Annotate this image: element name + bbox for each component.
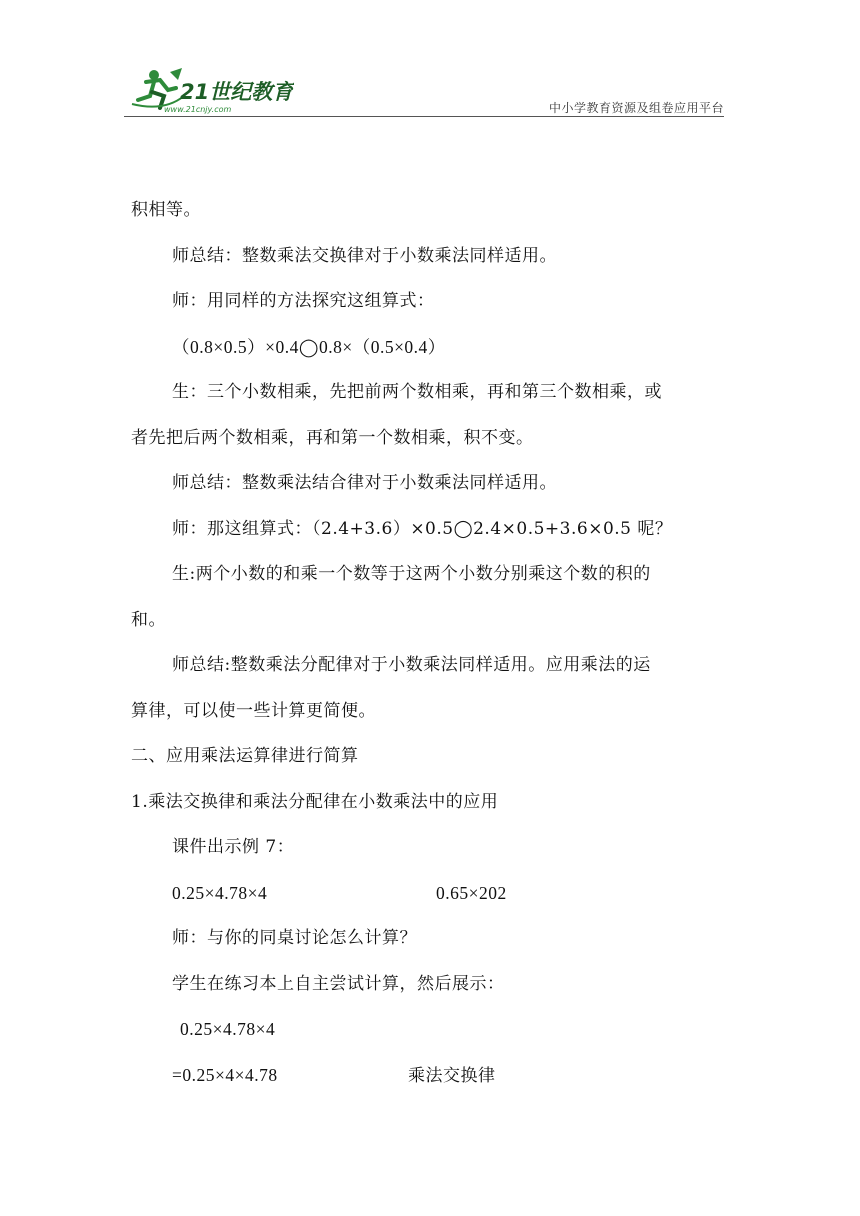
paragraph-line: 师：用同样的方法探究这组算式： [172,291,435,311]
paragraph-line: 师：那这组算式：（2.4+3.6）×0.5◯2.4×0.5+3.6×0.5 呢？ [172,518,673,539]
math-expression: （0.8×0.5）×0.4◯0.8×（0.5×0.4） [172,336,446,357]
calc-step: 0.25×4.78×4 [180,1019,276,1039]
document-body [131,188,731,1098]
example-expressions [131,871,731,917]
paragraph-line: 师：与你的同桌讨论怎么计算？ [172,928,417,948]
calc-note: 乘法交换律 [408,1065,496,1086]
paragraph-line: 积相等。 [131,200,201,220]
paragraph-line: 学生在练习本上自主尝试计算，然后展示： [172,973,505,994]
paragraph-line: 师总结:整数乘法分配律对于小数乘法同样适用。应用乘法的运 [172,655,651,675]
paragraph-line: 师总结：整数乘法交换律对于小数乘法同样适用。 [172,245,557,266]
paragraph-line: 者先把后两个数相乘，再和第一个数相乘，积不变。 [131,427,534,448]
paragraph-line: 生:两个小数的和乘一个数等于这两个小数分别乘这个数的积的 [172,564,651,584]
expression-a: 0.25×4.78×4 [172,882,268,903]
expression-b: 0.65×202 [436,882,507,903]
header-divider [124,116,724,117]
paragraph-line: 算律，可以使一些计算更简便。 [131,700,376,721]
brand-text: 21世纪教育 [180,80,294,104]
calc-step [131,1053,731,1099]
subsection-heading: 1.乘法交换律和乘法分配律在小数乘法中的应用 [131,791,499,812]
section-heading: 二、应用乘法运算律进行简算 [131,746,359,766]
brand-url: www.21cnjy.com [164,105,232,114]
platform-title: 中小学教育资源及组卷应用平台 [548,101,724,115]
paragraph-line: 和。 [131,609,166,630]
page-header [124,66,724,118]
paragraph-line: 师总结：整数乘法结合律对于小数乘法同样适用。 [172,473,557,493]
paragraph-line: 课件出示例 7： [172,837,295,857]
paragraph-line: 生：三个小数相乘，先把前两个数相乘，再和第三个数相乘，或 [172,382,662,402]
21cnjy-logo [124,66,294,116]
calc-expression: =0.25×4×4.78 [172,1064,278,1085]
